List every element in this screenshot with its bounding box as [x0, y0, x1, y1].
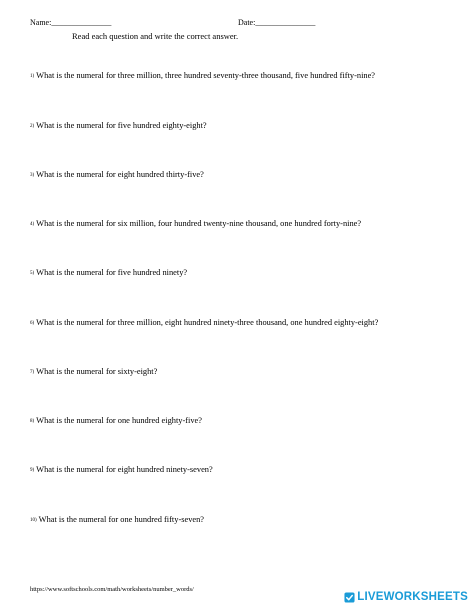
question-number: 1)	[30, 74, 35, 79]
question-1	[30, 71, 375, 80]
source-url: https://www.softschools.com/math/worksheets/number_words/	[30, 586, 194, 593]
question-2	[30, 121, 207, 130]
question-text: What is the numeral for five hundred ninety?	[36, 268, 188, 277]
question-5	[30, 268, 187, 277]
question-number: 5)	[30, 271, 35, 276]
question-text: What is the numeral for six million, four hundred twenty-nine thousand, one hundred forty-nine?	[36, 219, 362, 228]
question-number: 7)	[30, 370, 35, 375]
liveworksheets-logo-icon	[344, 592, 355, 603]
question-number: 3)	[30, 173, 35, 178]
question-text: What is the numeral for sixty-eight?	[36, 367, 158, 376]
question-text: What is the numeral for three million, eight hundred ninety-three thousand, one hundred eighty-eight?	[36, 318, 379, 327]
question-text: What is the numeral for three million, three hundred seventy-three thousand, five hundred fifty-nine?	[36, 71, 376, 80]
question-3	[30, 170, 204, 179]
question-number: 9)	[30, 468, 35, 473]
question-text: What is the numeral for one hundred fifty-seven?	[38, 515, 205, 524]
question-text: What is the numeral for eight hundred ninety-seven?	[36, 465, 213, 474]
instructions: Read each question and write the correct answer.	[72, 31, 239, 41]
question-text: What is the numeral for five hundred eighty-eight?	[36, 121, 207, 130]
question-7	[30, 367, 157, 376]
question-number: 10)	[30, 518, 37, 523]
question-number: 6)	[30, 321, 35, 326]
brand-name: LIVEWORKSHEETS	[357, 591, 468, 603]
question-8	[30, 416, 202, 425]
question-number: 4)	[30, 222, 35, 227]
question-10	[30, 515, 204, 524]
question-9	[30, 465, 213, 474]
question-text: What is the numeral for one hundred eighty-five?	[36, 416, 202, 425]
question-number: 8)	[30, 419, 35, 424]
name-field: Name:_______________	[30, 18, 112, 27]
liveworksheets-logo	[344, 591, 468, 603]
question-4	[30, 219, 361, 228]
question-6	[30, 318, 378, 327]
date-field: Date:_______________	[238, 18, 316, 27]
question-number: 2)	[30, 124, 35, 129]
question-text: What is the numeral for eight hundred thirty-five?	[36, 170, 204, 179]
